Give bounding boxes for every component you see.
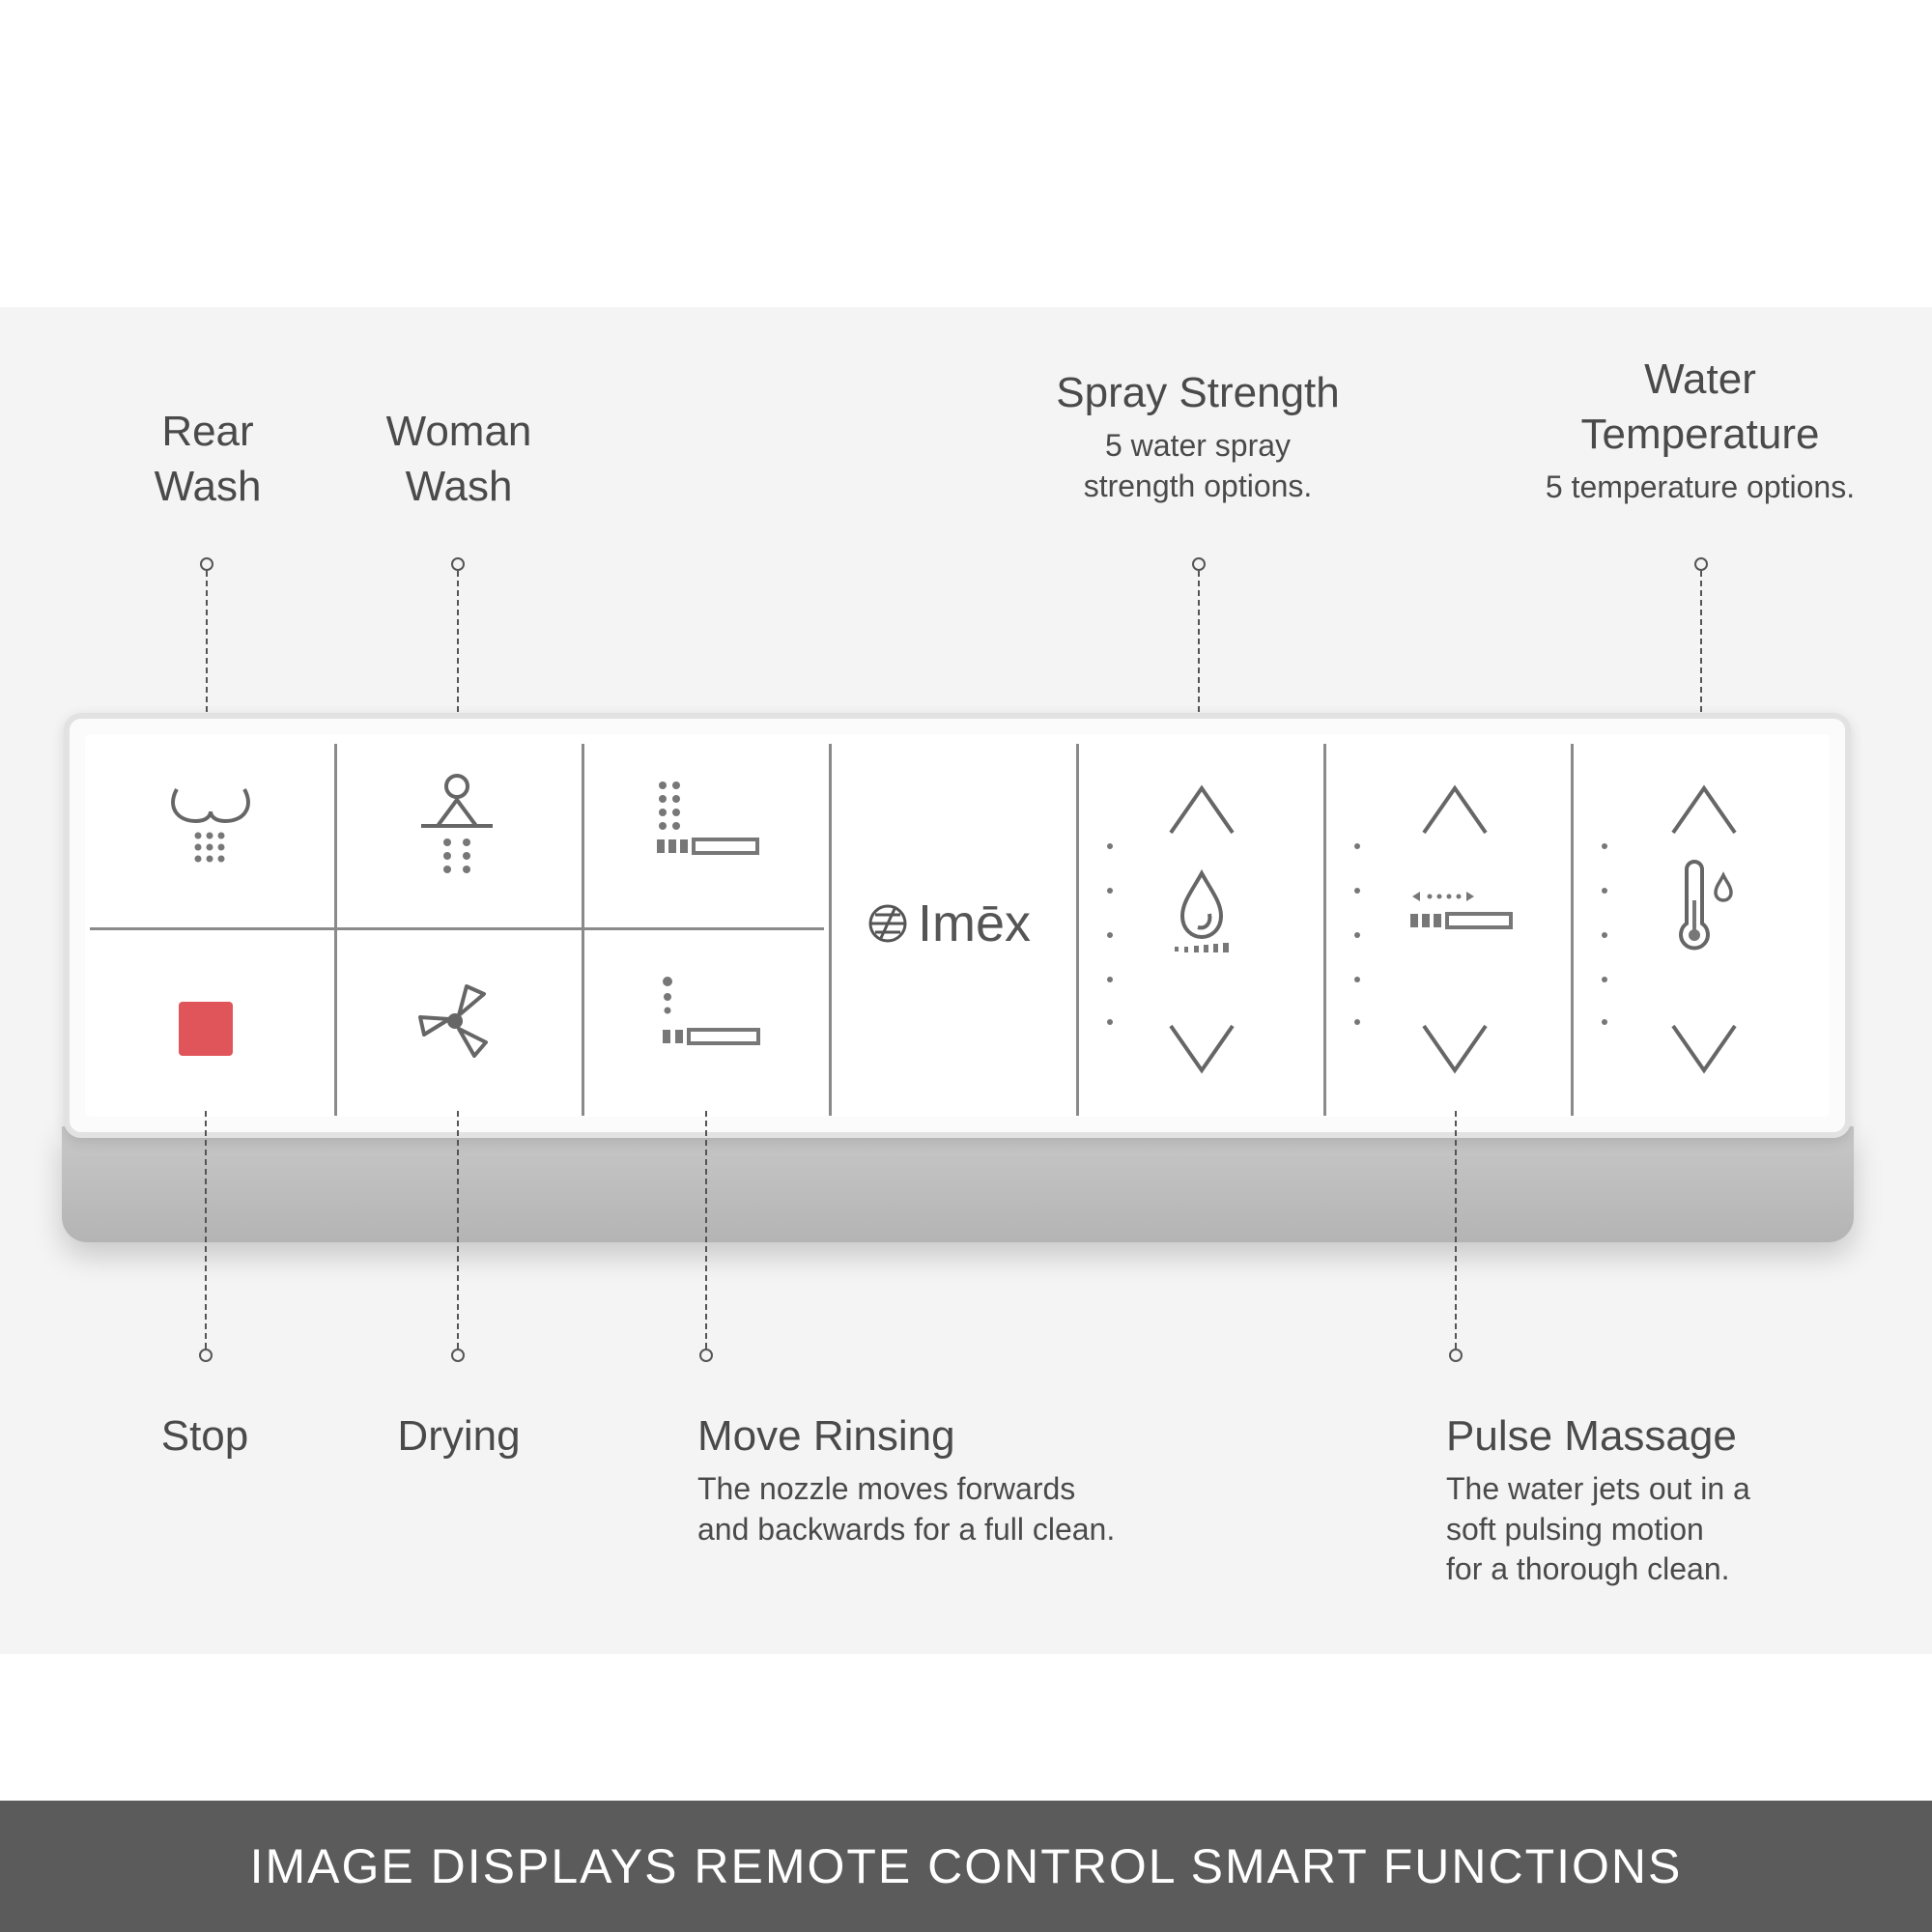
- globe-icon: [867, 903, 908, 944]
- move-rinsing-title: Move Rinsing: [697, 1412, 955, 1460]
- woman-wash-label: [357, 404, 560, 514]
- rear-wash-pin-dot: [200, 557, 213, 571]
- footer-caption-bar: [0, 1801, 1932, 1932]
- pulse-massage-icon: [1408, 889, 1515, 937]
- pulse-massage-title: Pulse Massage: [1446, 1412, 1737, 1460]
- water-temperature-icon: [1671, 862, 1739, 958]
- pulse-massage-pin-dot: [1449, 1349, 1463, 1362]
- move-rinsing-pin-line: [705, 1111, 709, 1349]
- woman-wash-title: Woman Wash: [385, 408, 532, 511]
- divider: [1571, 744, 1574, 1116]
- drying-label: [372, 1408, 546, 1463]
- pulse-massage-up-arrow-icon[interactable]: [1420, 782, 1490, 840]
- move-rinsing-label: [697, 1408, 1200, 1549]
- footer-caption: IMAGE DISPLAYS REMOTE CONTROL SMART FUNCTIONS: [249, 1839, 1683, 1893]
- stop-pin-dot: [199, 1349, 213, 1362]
- move-rinsing-desc: The nozzle moves forwards and backwards for a full clean.: [697, 1471, 1116, 1547]
- remote-face: [85, 734, 1830, 1117]
- divider: [90, 927, 824, 930]
- move-rinsing-pin-dot: [699, 1349, 713, 1362]
- water-temperature-down-arrow-icon[interactable]: [1669, 1020, 1739, 1078]
- divider: [829, 744, 832, 1116]
- brand-name: Imēx: [918, 895, 1032, 952]
- move-rinsing-icon[interactable]: [660, 976, 766, 1063]
- nozzle-position-icon[interactable]: [655, 778, 761, 874]
- level-dots: [1351, 831, 1363, 1024]
- rear-wash-label: [126, 404, 290, 514]
- water-temperature-pin-dot: [1694, 557, 1708, 571]
- spray-strength-up-arrow-icon[interactable]: [1167, 782, 1236, 840]
- spray-strength-down-arrow-icon[interactable]: [1167, 1020, 1236, 1078]
- divider: [1076, 744, 1079, 1116]
- brand-logo: [867, 894, 1031, 953]
- spray-strength-label: [1005, 365, 1391, 506]
- drying-pin-dot: [451, 1349, 465, 1362]
- remote-control: [64, 713, 1851, 1138]
- spray-strength-desc: 5 water spray strength options.: [1083, 428, 1313, 503]
- stop-label: [128, 1408, 282, 1463]
- stop-title: Stop: [160, 1412, 249, 1460]
- pulse-massage-down-arrow-icon[interactable]: [1420, 1020, 1490, 1078]
- woman-wash-pin-dot: [451, 557, 465, 571]
- water-temperature-title: Water Temperature: [1580, 355, 1820, 459]
- water-temperature-up-arrow-icon[interactable]: [1669, 782, 1739, 840]
- stop-button[interactable]: [179, 1002, 233, 1056]
- rear-wash-title: Rear Wash: [154, 408, 262, 511]
- pulse-massage-pin-line: [1455, 1111, 1459, 1349]
- woman-wash-icon[interactable]: [413, 773, 500, 889]
- remote-base: [62, 1126, 1854, 1242]
- level-dots: [1104, 831, 1116, 1024]
- pulse-massage-label: [1446, 1408, 1871, 1590]
- spray-strength-title: Spray Strength: [1056, 369, 1340, 416]
- drying-fan-icon[interactable]: [418, 980, 496, 1062]
- rear-wash-icon[interactable]: [167, 778, 254, 874]
- level-dots: [1599, 831, 1610, 1024]
- pulse-massage-desc: The water jets out in a soft pulsing motion for a thorough clean.: [1446, 1471, 1750, 1587]
- water-temperature-label: [1507, 352, 1893, 508]
- drying-title: Drying: [397, 1412, 521, 1460]
- stop-pin-line: [205, 1111, 209, 1349]
- spray-strength-pin-dot: [1192, 557, 1206, 571]
- spray-strength-icon: [1171, 869, 1238, 956]
- water-temperature-desc: 5 temperature options.: [1545, 469, 1856, 505]
- drying-pin-line: [457, 1111, 461, 1349]
- divider: [1323, 744, 1326, 1116]
